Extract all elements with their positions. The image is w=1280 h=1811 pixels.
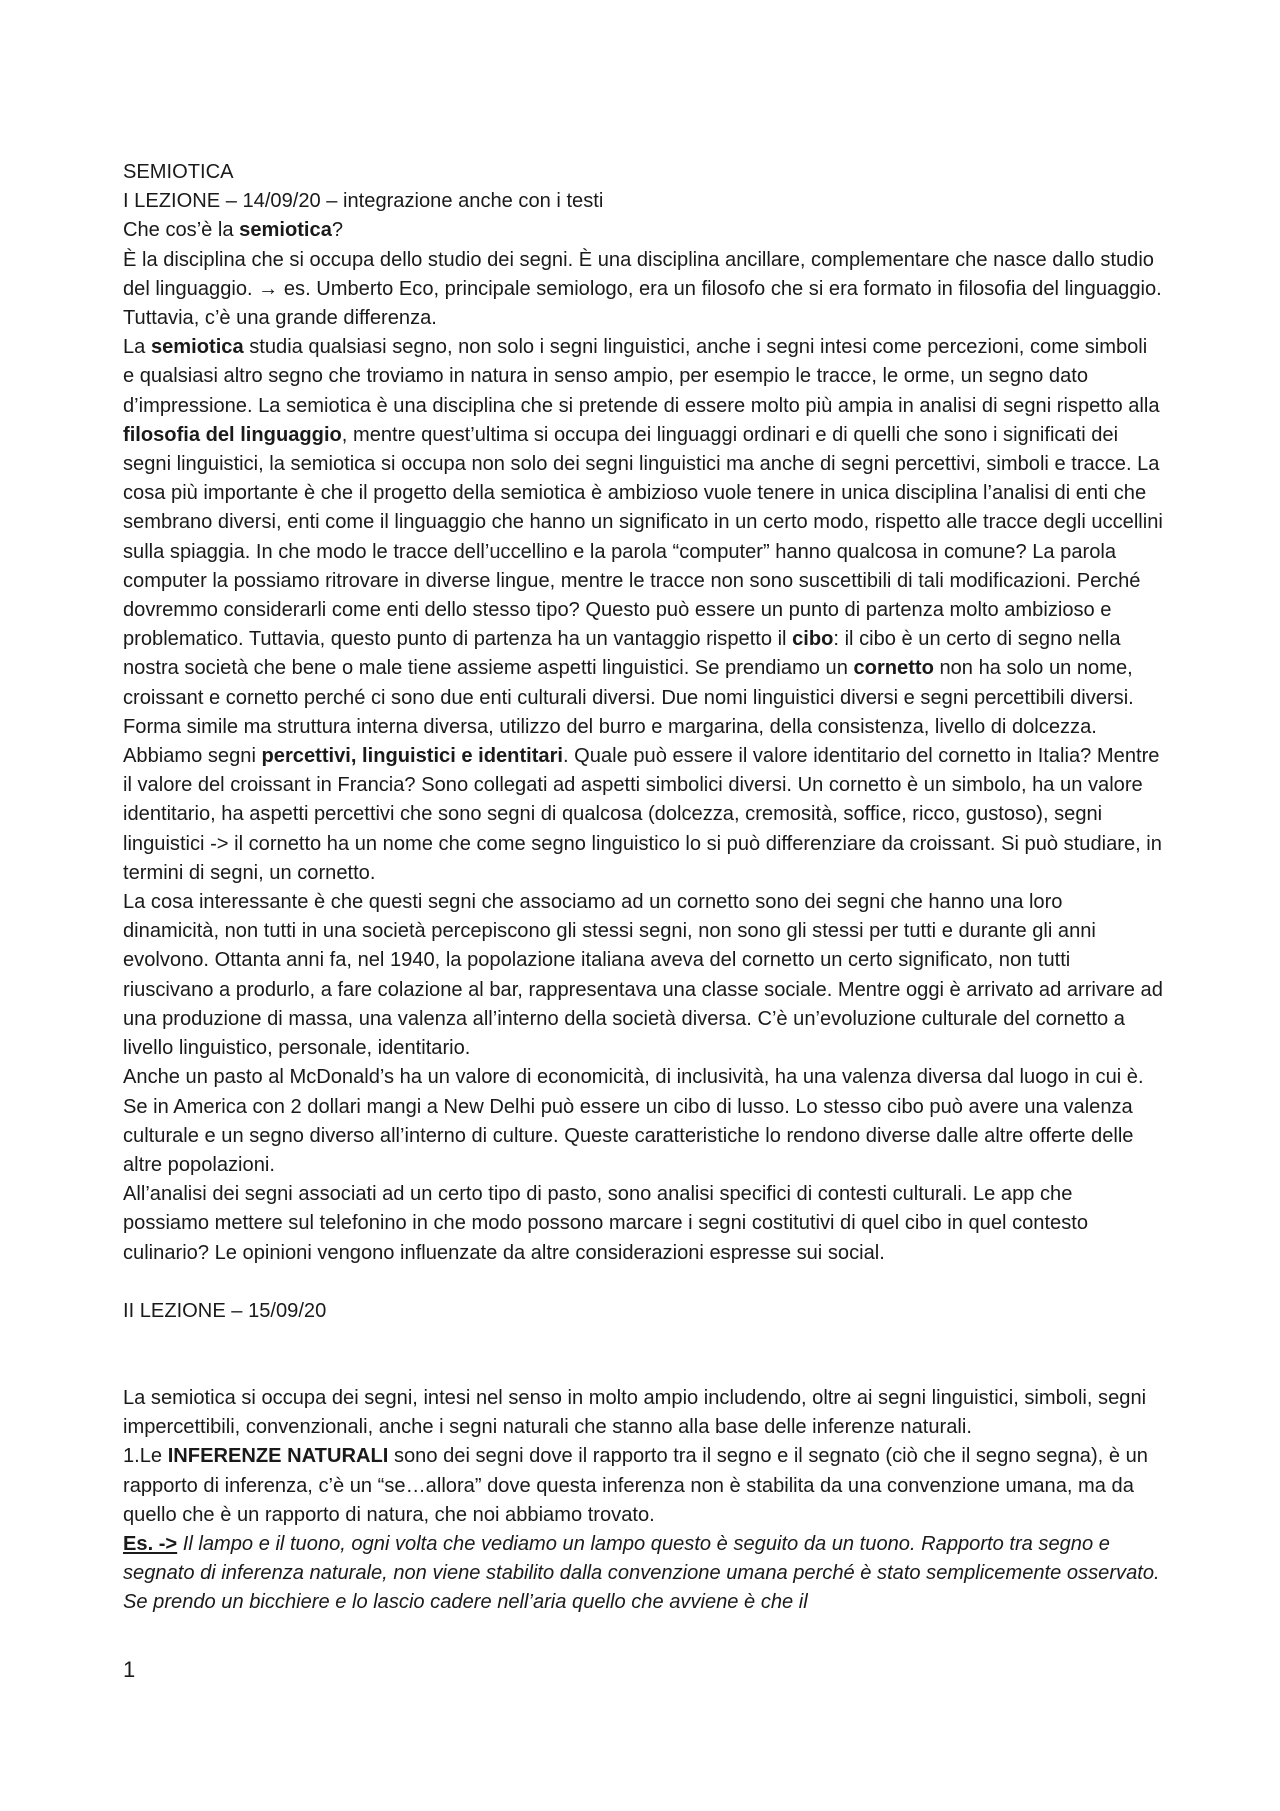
question-text: Che cos’è la	[123, 219, 240, 242]
text-run: , mentre quest’ultima si occupa dei linguaggi ordinari e di quelli che sono i significati dei segni linguistici, la semiotica si occupa non solo dei segni linguistici ma anche di segni percettivi, simboli e tracce. La cosa più importante è che il progetto della semiotica è ambizioso vuole tenere in unica disciplina l’analisi di enti che sembrano diversi, enti come il linguaggio che hanno un significato in un certo modo, rispetto alle tracce degli uccellini sulla spiaggia. In che modo le tracce dell’uccellino e la parola “computer” hanno qualcosa in comune? La parola computer la possiamo ritrovare in diverse lingue, mentre le tracce non sono suscettibili di tali modificazioni. Perché dovremmo considerarli come enti dello stesso tipo? Questo può essere un punto di partenza molto ambizioso e problematico. Tuttavia, questo punto di partenza ha un vantaggio rispetto il	[123, 423, 1163, 651]
spacer	[123, 1326, 1163, 1355]
text-run: . Quale può essere il valore identitario del cornetto in Italia? Mentre il valore del croissant in Francia? Sono collegati ad aspetti simbolici diversi. Un cornetto è un simbolo, ha un valore identitario, ha aspetti percettivi che sono segni di qualcosa (dolcezza, cremosità, soffice, ricco, gustoso), segni linguistici -> il cornetto ha un nome che come segno linguistico lo si può differenziare da croissant. Si può studiare, in termini di segni, un cornetto.	[123, 745, 1162, 884]
text-run: studia qualsiasi segno, non solo i segni linguistici, anche i segni intesi come percezioni, come simboli e qualsiasi altro segno che troviamo in natura in senso ampio, per esempio le tracce, le orme, un segno dato d’impressione. La semiotica è una disciplina che si pretende di essere molto più ampia in analisi di segni rispetto alla	[123, 336, 1160, 417]
paragraph-inferenze	[123, 1442, 1163, 1530]
lesson-1-heading: I LEZIONE – 14/09/20 – integrazione anche con i testi	[123, 190, 604, 213]
question-bold: semiotica	[239, 219, 332, 242]
spacer	[123, 1355, 1163, 1384]
lesson-2-heading: II LEZIONE – 15/09/20	[123, 1299, 327, 1322]
paragraph-example	[123, 1530, 1163, 1618]
text-run: 1.Le	[123, 1445, 168, 1468]
bold-run: filosofia del linguaggio	[123, 423, 342, 446]
text-run: non ha solo un nome, croissant e cornetto perché ci sono due enti culturali diversi. Due nomi linguistici diversi e segni percettibili diversi. Forma simile ma struttura interna diversa, utilizzo del burro e margarina, della consistenza, livello di dolcezza. Abbiamo segni	[123, 657, 1134, 768]
paragraph-segni-naturali: La semiotica si occupa dei segni, intesi nel senso in molto ampio includendo, oltre ai segni linguistici, simboli, segni impercettibili, convenzionali, anche i segni naturali che stanno alla base delle inferenze naturali.	[123, 1386, 1147, 1439]
spacer	[123, 1268, 1163, 1297]
text-run: sono dei segni dove il rapporto tra il segno e il segnato (ciò che il segno segna), è un rapporto di inferenza, c’è un “se…allora” dove questa inferenza non è stabilita da una convenzione umana, ma da quello che è un rapporto di natura, che noi abbiamo trovato.	[123, 1445, 1148, 1526]
example-text: Il lampo e il tuono, ogni volta che vediamo un lampo questo è seguito da un tuono. Rapporto tra segno e segnato di inferenza naturale, non viene stabilito dalla convenzione umana perché è stato semplicemente osservato. Se prendo un bicchiere e lo lascio cadere nell’aria quello che avviene è che il	[123, 1532, 1160, 1614]
question-end: ?	[331, 219, 344, 242]
paragraph-dinamicita: La cosa interessante è che questi segni che associamo ad un cornetto sono dei segni che hanno una loro dinamicità, non tutti in una società percepiscono gli stessi segni, non sono gli stessi per tutti e durante gli anni evolvono. Ottanta anni fa, nel 1940, la popolazione italiana aveva del cornetto un certo significato, non tutti riuscivano a produrlo, a fare colazione al bar, rappresentava una classe sociale. Mentre oggi è arrivato ad arrivare ad una produzione di massa, una valenza all’interno della società diversa. C’è un’evoluzione culturale del cornetto a livello linguistico, personale, identitario.	[123, 891, 1163, 1060]
bold-run: semiotica	[150, 336, 244, 359]
bold-run: percettivi, linguistici e identitari	[261, 745, 563, 768]
intro-question	[123, 216, 1163, 245]
paragraph-semiotica-scope	[123, 333, 1163, 888]
document-body	[123, 158, 1163, 1618]
text-run: : il cibo è un certo di segno nella nostra società che bene o male tiene assieme aspetti linguistici. Se prendiamo un	[123, 628, 1121, 680]
paragraph-mcdonalds: Anche un pasto al McDonald’s ha un valore di economicità, di inclusività, ha una valenza diversa dal luogo in cui è. Se in America con 2 dollari mangi a New Delhi può essere un cibo di lusso. Lo stesso cibo può avere una valenza culturale e un segno diverso all’interno di culture. Queste caratteristiche lo rendono diverse dalle altre offerte delle altre popolazioni.	[123, 1066, 1144, 1176]
bold-run: INFERENZE NATURALI	[167, 1445, 389, 1468]
bold-run: cibo	[792, 628, 834, 651]
text-run: La	[123, 336, 151, 359]
paragraph-analisi: All’analisi dei segni associati ad un certo tipo di pasto, sono analisi specifici di contesti culturali. Le app che possiamo mettere sul telefonino in che modo possono marcare i segni costitutivi di quel cibo in quel contesto culinario? Le opinioni vengono influenzate da altre considerazioni espresse sui social.	[123, 1183, 1089, 1264]
bold-run: cornetto	[853, 657, 934, 680]
page-number: 1	[123, 1657, 136, 1682]
document-title: SEMIOTICA	[123, 161, 234, 183]
example-label: Es. ->	[123, 1532, 178, 1555]
paragraph-definition: È la disciplina che si occupa dello studio dei segni. È una disciplina ancillare, complementare che nasce dallo studio del linguaggio. → es. Umberto Eco, principale semiologo, era un filosofo che si era formato in filosofia del linguaggio. Tuttavia, c’è una grande differenza.	[123, 248, 1162, 330]
